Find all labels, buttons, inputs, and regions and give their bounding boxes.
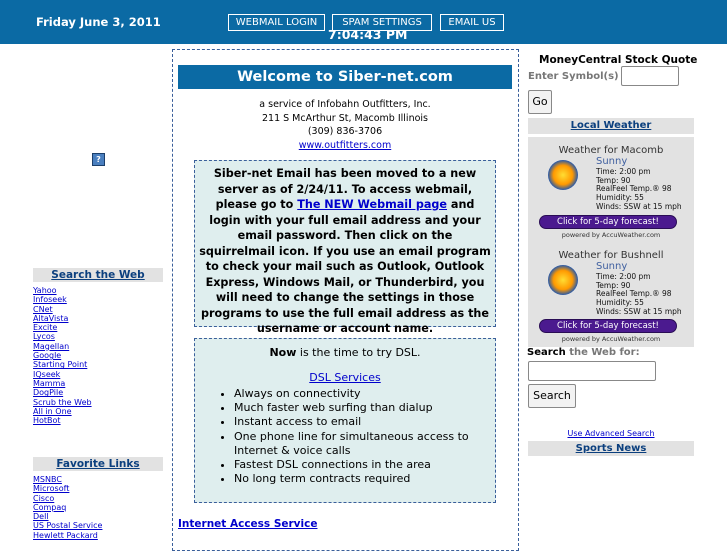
address-line-phone: (309) 836-3706 xyxy=(307,126,383,137)
dsl-headline-now: Now xyxy=(269,346,297,359)
sun-icon xyxy=(548,265,578,295)
sun-icon xyxy=(548,160,578,190)
weather-time: Time: 2:00 pm xyxy=(596,272,651,281)
web-search-label-rest: the Web for: xyxy=(565,347,640,358)
search-link-dogpile[interactable]: DogPile xyxy=(33,388,64,398)
weather-condition: Sunny xyxy=(596,156,628,167)
search-link-altavista[interactable]: AltaVista xyxy=(33,313,69,323)
search-link-hotbot[interactable]: HotBot xyxy=(33,416,61,426)
weather-winds: Winds: SSW at 15 mph xyxy=(596,306,682,316)
company-address xyxy=(178,98,512,152)
dsl-services-link[interactable]: DSL Services xyxy=(309,371,381,384)
weather-details xyxy=(596,273,682,317)
outfitters-link[interactable]: www.outfitters.com xyxy=(298,139,392,151)
weather-winds: Winds: SSW at 15 mph xyxy=(596,201,682,211)
dsl-benefit-item: • No long term contracts required xyxy=(234,472,494,486)
stock-go-button[interactable]: Go xyxy=(528,90,552,114)
address-line-company: a service of Infobahn Outfitters, Inc. xyxy=(259,99,431,110)
dsl-benefit-item: • Instant access to email xyxy=(234,415,494,429)
search-link-cnet[interactable]: CNet xyxy=(33,304,53,314)
internet-access-heading xyxy=(178,518,317,530)
search-link-google[interactable]: Google xyxy=(33,351,62,361)
favorite-links-link[interactable]: Favorite Links xyxy=(56,458,140,470)
weather-temp: Temp: 90 xyxy=(596,280,631,290)
weather-realfeel: RealFeel Temp.® 98 xyxy=(596,289,672,299)
weather-humidity: Humidity: 55 xyxy=(596,193,644,203)
header-clock: 7:04:43 PM xyxy=(328,27,408,42)
advanced-search-row xyxy=(528,429,694,438)
dsl-promo-box xyxy=(194,338,496,503)
stock-symbol-label: Enter Symbol(s) xyxy=(528,71,619,82)
search-the-web-link[interactable]: Search the Web xyxy=(51,269,145,281)
webmail-login-button[interactable]: WEBMAIL LOGIN xyxy=(228,14,325,31)
sports-news-heading xyxy=(528,441,694,456)
web-search-input[interactable] xyxy=(528,361,656,381)
weather-temp: Temp: 90 xyxy=(596,175,631,185)
weather-realfeel: RealFeel Temp.® 98 xyxy=(596,184,672,194)
favorite-links-heading xyxy=(33,457,163,471)
favorite-link-usps[interactable]: US Postal Service xyxy=(33,521,103,531)
dsl-benefit-item: • Fastest DSL connections in the area xyxy=(234,458,494,472)
favorite-link-dell[interactable]: Dell xyxy=(33,512,49,522)
stock-quote-title: MoneyCentral Stock Quote xyxy=(539,54,698,66)
search-link-starting-point[interactable]: Starting Point xyxy=(33,360,88,370)
favorite-link-cisco[interactable]: Cisco xyxy=(33,493,55,503)
header-date: Friday June 3, 2011 xyxy=(36,15,161,29)
local-weather-link[interactable]: Local Weather xyxy=(570,120,652,131)
search-link-excite[interactable]: Excite xyxy=(33,323,58,333)
forecast-button-macomb[interactable]: Click for 5-day forecast! xyxy=(539,215,677,229)
weather-macomb-title: Weather for Macomb xyxy=(558,145,664,156)
dsl-link-row xyxy=(195,371,495,384)
search-link-yahoo[interactable]: Yahoo xyxy=(33,286,57,295)
dsl-benefits-list xyxy=(216,387,494,486)
favorite-link-microsoft[interactable]: Microsoft xyxy=(33,484,70,494)
broken-image-icon: ? xyxy=(92,153,105,166)
favorite-link-hewlett-packard[interactable]: Hewlett Packard xyxy=(33,530,98,540)
weather-humidity: Humidity: 55 xyxy=(596,298,644,308)
powered-by-accuweather: powered by AccuWeather.com xyxy=(561,335,661,343)
internet-access-link[interactable]: Internet Access Service xyxy=(178,518,318,530)
weather-bushnell-title: Weather for Bushnell xyxy=(558,250,664,261)
web-search-button[interactable]: Search xyxy=(528,384,576,408)
web-search-label xyxy=(527,347,640,358)
dsl-benefit-item: • One phone line for simultaneous access to Internet & voice calls xyxy=(234,430,494,458)
advanced-search-link[interactable]: Use Advanced Search xyxy=(567,429,655,438)
favorite-links-list xyxy=(33,475,102,540)
email-us-button[interactable]: EMAIL US xyxy=(440,14,504,31)
search-link-lycos[interactable]: Lycos xyxy=(33,332,55,342)
spam-settings-button[interactable]: SPAM SETTINGS xyxy=(332,14,432,31)
search-the-web-heading xyxy=(33,268,163,282)
search-engine-list xyxy=(33,286,92,425)
favorite-link-compaq[interactable]: Compaq xyxy=(33,502,67,512)
weather-time: Time: 2:00 pm xyxy=(596,167,651,176)
forecast-button-bushnell[interactable]: Click for 5-day forecast! xyxy=(539,319,677,333)
webmail-notice-box xyxy=(194,160,496,335)
sports-news-link[interactable]: Sports News xyxy=(575,443,647,454)
local-weather-heading xyxy=(528,118,694,134)
header-bar xyxy=(0,0,727,44)
weather-condition: Sunny xyxy=(596,261,628,272)
dsl-headline xyxy=(195,346,495,359)
search-link-infoseek[interactable]: Infoseek xyxy=(33,295,67,305)
notice-text-part2: and login with your full email address and your email password. Then click on the squirrelmail icon. If you use an email program to check your mail such as Outlook, Outlook Express, Windows Mail, or Thunderbird, you will need to change the settings in those programs to use the full email address as the username or account name. xyxy=(199,198,491,335)
weather-panel xyxy=(528,137,694,347)
powered-by-accuweather: powered by AccuWeather.com xyxy=(561,231,661,239)
weather-details xyxy=(596,168,682,212)
search-link-mamma[interactable]: Mamma xyxy=(33,378,66,388)
favorite-link-msnbc[interactable]: MSNBC xyxy=(33,475,62,484)
search-link-iqseek[interactable]: IQseek xyxy=(33,369,61,379)
dsl-benefit-item: • Much faster web surfing than dialup xyxy=(234,401,494,415)
dsl-benefit-item: • Always on connectivity xyxy=(234,387,494,401)
stock-symbol-input[interactable] xyxy=(621,66,679,86)
address-line-street: 211 S McArthur St, Macomb Illinois xyxy=(261,112,428,124)
notice-text-part1: Siber-net Email has been moved to a new server as of 2/24/11. To access webmail, please go to xyxy=(213,167,477,211)
new-webmail-page-link[interactable]: The NEW Webmail page xyxy=(297,198,447,211)
search-link-magellan[interactable]: Magellan xyxy=(33,341,70,351)
welcome-banner: Welcome to Siber-net.com xyxy=(178,65,512,89)
web-search-label-bold: Search xyxy=(527,347,566,358)
search-link-all-in-one[interactable]: All in One xyxy=(33,406,72,416)
dsl-headline-rest: is the time to try DSL. xyxy=(296,346,421,359)
search-link-scrub-the-web[interactable]: Scrub the Web xyxy=(33,397,92,407)
